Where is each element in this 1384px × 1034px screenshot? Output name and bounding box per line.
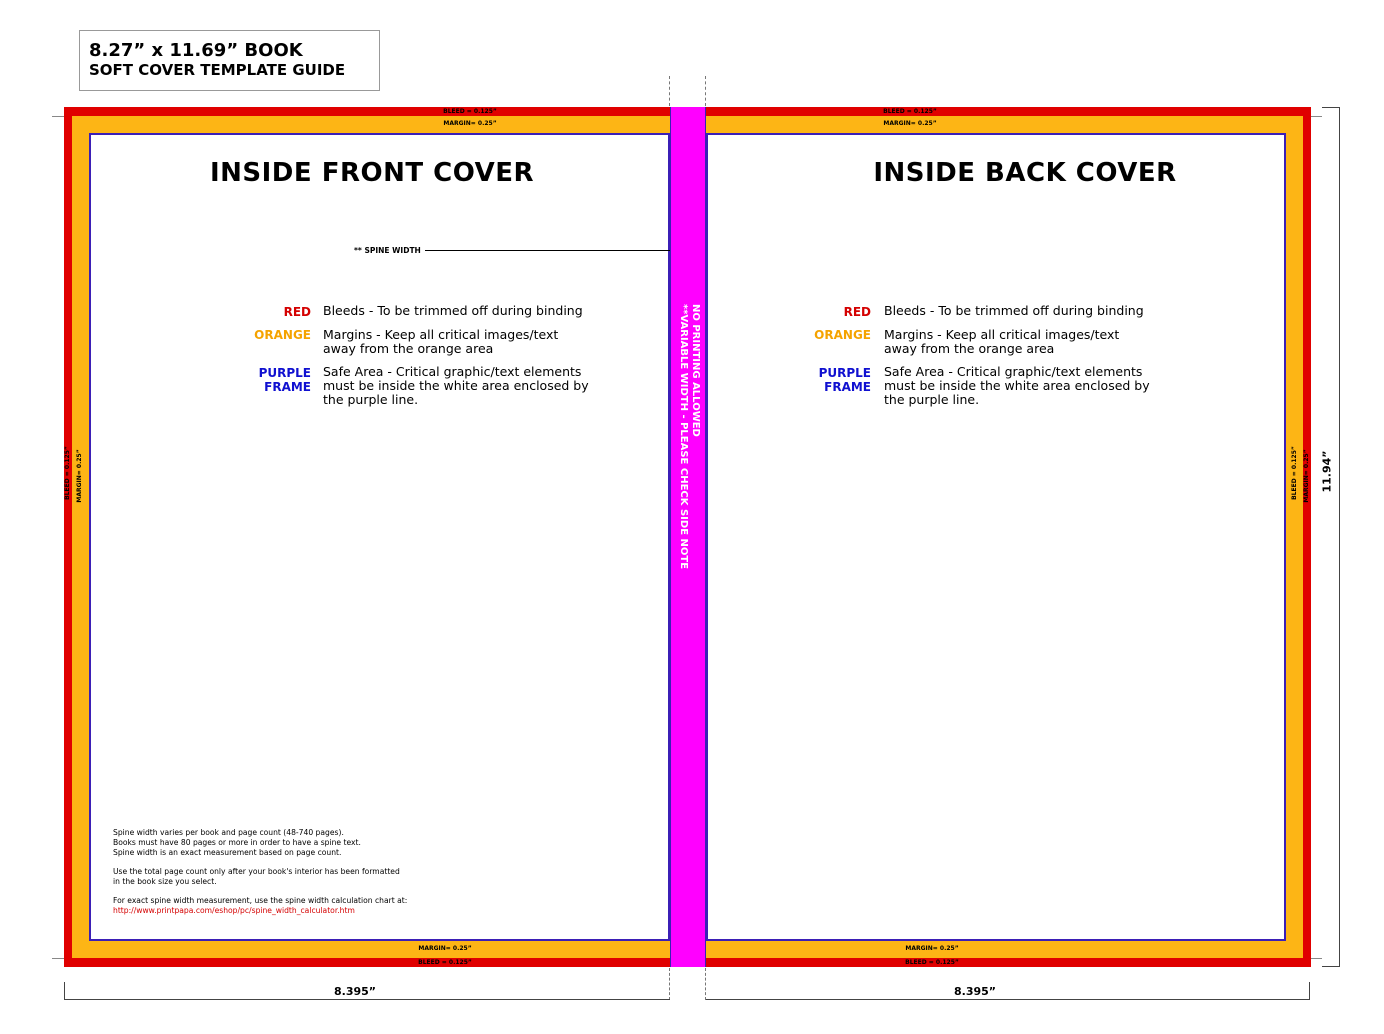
spine-width-label: ** SPINE WIDTH bbox=[354, 246, 421, 255]
spine-variable-width-text: **VARIABLE WIDTH - PLEASE CHECK SIDE NOTE bbox=[678, 304, 689, 570]
template-title-box bbox=[79, 30, 380, 91]
front-bleed-side-mark: BLEED = 0.125” bbox=[64, 446, 71, 500]
template-title: 8.27” x 11.69” BOOK bbox=[89, 40, 303, 61]
spine-width-arrow-line bbox=[425, 250, 675, 251]
front-bleed-bottom-mark: BLEED = 0.125” bbox=[418, 959, 472, 966]
crop-mark bbox=[1310, 116, 1322, 117]
back-safe-area bbox=[706, 133, 1286, 941]
back-bleed-top-mark: BLEED = 0.125” bbox=[883, 108, 937, 115]
note-line: Spine width varies per book and page count (48-740 pages). bbox=[113, 828, 344, 837]
legend-red-label: RED bbox=[843, 305, 871, 319]
legend-orange-label: ORANGE bbox=[254, 328, 311, 342]
front-width-dimension: 8.395” bbox=[333, 985, 377, 998]
note-line: Books must have 80 pages or more in order to have a spine text. bbox=[113, 838, 361, 847]
legend-red-label: RED bbox=[283, 305, 311, 319]
legend-red-text: Bleeds - To be trimmed off during binding bbox=[884, 303, 1144, 318]
dimension-tick bbox=[1322, 966, 1340, 967]
spine-notes bbox=[113, 828, 513, 916]
front-margin-bottom-mark: MARGIN= 0.25” bbox=[418, 945, 472, 952]
front-margin-top-mark: MARGIN= 0.25” bbox=[443, 120, 497, 127]
spine-text-block bbox=[677, 304, 701, 724]
note-line: For exact spine width measurement, use the spine width calculation chart at: bbox=[113, 896, 408, 905]
back-bleed-bottom-mark: BLEED = 0.125” bbox=[905, 959, 959, 966]
back-width-dimension: 8.395” bbox=[953, 985, 997, 998]
back-margin-top-mark: MARGIN= 0.25” bbox=[883, 120, 937, 127]
crop-mark bbox=[1310, 958, 1322, 959]
spine-guide-left-top bbox=[669, 76, 670, 106]
note-line: Spine width is an exact measurement based on page count. bbox=[113, 848, 342, 857]
dimension-line-right bbox=[706, 999, 1310, 1000]
legend-orange-text: Margins - Keep all critical images/text away from the orange area bbox=[323, 327, 559, 356]
spine-guide-left-bottom bbox=[669, 968, 670, 1000]
dimension-tick bbox=[64, 982, 65, 1000]
front-cover-title: INSIDE FRONT COVER bbox=[209, 158, 535, 188]
legend-orange-label: ORANGE bbox=[814, 328, 871, 342]
back-cover-title: INSIDE BACK COVER bbox=[873, 158, 1177, 188]
legend-purple-label: PURPLE FRAME bbox=[258, 366, 311, 394]
crop-mark bbox=[52, 958, 64, 959]
back-margin-side-mark: MARGIN= 0.25” bbox=[1303, 449, 1310, 503]
legend-red-text: Bleeds - To be trimmed off during binding bbox=[323, 303, 583, 318]
legend-purple-text: Safe Area - Critical graphic/text elements must be inside the white area enclosed by the purple line. bbox=[884, 364, 1150, 407]
dimension-line-left bbox=[64, 999, 670, 1000]
legend-orange-text: Margins - Keep all critical images/text away from the orange area bbox=[884, 327, 1120, 356]
back-bleed-side-mark: BLEED = 0.125” bbox=[1291, 446, 1298, 500]
dimension-tick bbox=[1309, 982, 1310, 1000]
height-dimension: 11.94” bbox=[1320, 450, 1334, 493]
spine-guide-right-bottom bbox=[705, 968, 706, 1000]
back-margin-bottom-mark: MARGIN= 0.25” bbox=[905, 945, 959, 952]
spine-no-printing-text: NO PRINTING ALLOWED bbox=[690, 304, 701, 437]
dimension-line-height bbox=[1339, 107, 1340, 967]
template-subtitle: SOFT COVER TEMPLATE GUIDE bbox=[89, 61, 346, 79]
front-margin-side-mark: MARGIN= 0.25” bbox=[76, 449, 83, 503]
spine-guide-right-top bbox=[705, 76, 706, 106]
legend-purple-label: PURPLE FRAME bbox=[818, 366, 871, 394]
note-line: in the book size you select. bbox=[113, 877, 217, 886]
dimension-tick bbox=[1322, 107, 1340, 108]
crop-mark bbox=[52, 116, 64, 117]
legend-purple-text: Safe Area - Critical graphic/text elements must be inside the white area enclosed by the purple line. bbox=[323, 364, 589, 407]
front-bleed-top-mark: BLEED = 0.125” bbox=[443, 108, 497, 115]
spine-calculator-link[interactable]: http://www.printpapa.com/eshop/pc/spine_width_calculator.htm bbox=[113, 906, 355, 915]
note-line: Use the total page count only after your book's interior has been formatted bbox=[113, 867, 400, 876]
